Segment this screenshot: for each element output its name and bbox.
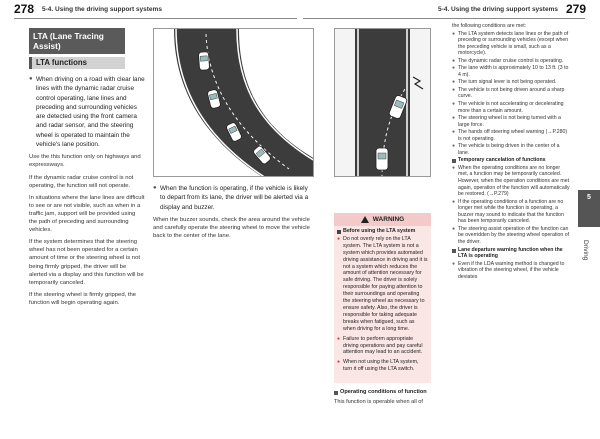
right-page-header: [430, 0, 586, 18]
condition-item: ● The lane width is approximately 10 to 13 ft. (3 to 4 m).: [452, 65, 570, 78]
right-column: [452, 23, 570, 281]
section-title-box: LTA (Lane Tracing Assist): [29, 28, 125, 54]
condition-item: ● The hands off steering wheel warning (→P.280) is not operating.: [452, 129, 570, 142]
cancelation-item: ● When the operating conditions are no longer met, a function may be temporarily canceled. However, when the operation conditions are met again, operation of the function will automatically be restored. (→P.279): [452, 165, 570, 198]
paragraph: If the steering wheel is firmly gripped, the function will begin operating again.: [29, 291, 137, 306]
curved-road-graphic: [154, 29, 314, 177]
left-page-header: [14, 0, 170, 18]
warning-title: WARNING: [372, 216, 405, 223]
operating-conditions-heading: Operating conditions of function: [334, 389, 442, 396]
lane-departure-heading: Lane departure warning function when the LTA is operating: [452, 247, 570, 260]
lta-curved-road-illustration: [153, 28, 314, 177]
paragraph: Use the this function only on highways and expressways.: [29, 154, 141, 169]
cancelation-item: ● The steering assist operation of the function can be overridden by the steering wheel operation of the driver.: [452, 226, 570, 246]
condition-item: ● The vehicle is being driven in the center of a lane.: [452, 143, 570, 156]
chapter-tab-label: Driving: [582, 240, 589, 261]
operating-conditions-section: [334, 389, 442, 406]
warning-body: [334, 226, 431, 375]
condition-item: ● The vehicle is not being driven around a sharp curve.: [452, 87, 570, 100]
left-column: [29, 75, 145, 307]
lane-departure-item: ● Even if the LDA warning method is changed to vibration of the steering wheel, if the vehicle deviates: [452, 261, 570, 281]
function-bullet: ● When the function is operating, if the vehicle is likely to depart from its lane, the driver will be alerted via a display and buzzer.: [153, 184, 313, 212]
warning-item: ● Do not overly rely on the LTA system. The LTA system is not a system which provides automated driving assistance in driving and it is not a system which reduces the amount of attention necessary for safe driving. The driver is solely responsible for paying attention to their surroundings and operating the steering wheel as necessary to ensure safety. Also, the driver is responsible for taking adequate breaks when fatigued, such as when driving for a long time.: [337, 236, 428, 333]
right-page-number: 279: [565, 2, 586, 16]
car-icon: [198, 52, 209, 71]
paragraph: If the system determines that the steering wheel has not been operated for a certain amount of time or the steering wheel is not being firmly gripped, the driver will be alerted via a display and this function will be temporarily canceled.: [29, 239, 144, 286]
warning-item: ● When not using the LTA system, turn it off using the LTA switch.: [337, 359, 428, 373]
main-bullet: ● When driving on a road with clear lane lines with the dynamic radar cruise control operating, lane lines and preceding and surrounding vehicles are detected using the front camera and radar sensor, and the steering wheel is operated to maintain the vehicle's lane position.: [29, 75, 145, 149]
warning-box: [334, 213, 431, 383]
condition-item: ● The vehicle is not accelerating or decelerating more than a certain amount.: [452, 101, 570, 114]
condition-item: ● The turn signal lever is not being operated.: [452, 79, 570, 86]
car-icon: [376, 148, 388, 170]
left-section-title: 5-4. Using the driving support systems: [42, 5, 162, 13]
lane-departure-graphic: [335, 29, 431, 177]
condition-item: ● The dynamic radar cruise control is operating.: [452, 58, 570, 65]
temporary-cancelation-heading: Temporary cancelation of functions: [452, 157, 570, 164]
left-page-number: 278: [14, 2, 35, 16]
warning-header: [334, 213, 431, 226]
warning-subheading: Before using the LTA system: [337, 228, 428, 235]
middle-column: [153, 184, 313, 240]
right-header-rule: [303, 18, 585, 19]
paragraph: This function is operable when all of: [334, 399, 423, 406]
subsection-title: LTA functions: [29, 57, 125, 69]
paragraph: If the dynamic radar cruise control is not operating, the function will not operate.: [29, 174, 134, 189]
condition-item: ● The LTA system detects lane lines or the path of preceding or surrounding vehicles (except when the preceding vehicle is small, such as a motorcycle).: [452, 31, 570, 57]
right-section-title: 5-4. Using the driving support systems: [438, 5, 558, 13]
conditions-intro: the following conditions are met:: [452, 23, 527, 29]
chapter-tab[interactable]: 5: [578, 190, 600, 227]
cancelation-item: ● If the operating conditions of a function are no longer met while the function is operating, a buzzer may sound to indicate that the function has been temporarily canceled.: [452, 199, 570, 225]
paragraph: When the buzzer sounds, check the area around the vehicle and carefully operate the steering wheel to move the vehicle back to the center of the lane.: [153, 216, 310, 240]
left-header-rule: [14, 18, 297, 19]
road-surface: [174, 29, 314, 177]
paragraph: In situations where the lane lines are difficult to see or are not visible, such as when in a traffic jam, support will be provided using the path of preceding and surrounding vehicles.: [29, 194, 145, 234]
warning-icon: [361, 216, 369, 223]
condition-item: ● The steering wheel is not being turned with a large force.: [452, 115, 570, 128]
lane-departure-illustration: [334, 28, 431, 177]
warning-item: ● Failure to perform appropriate driving operations and pay careful attention may lead to an accident.: [337, 336, 428, 357]
